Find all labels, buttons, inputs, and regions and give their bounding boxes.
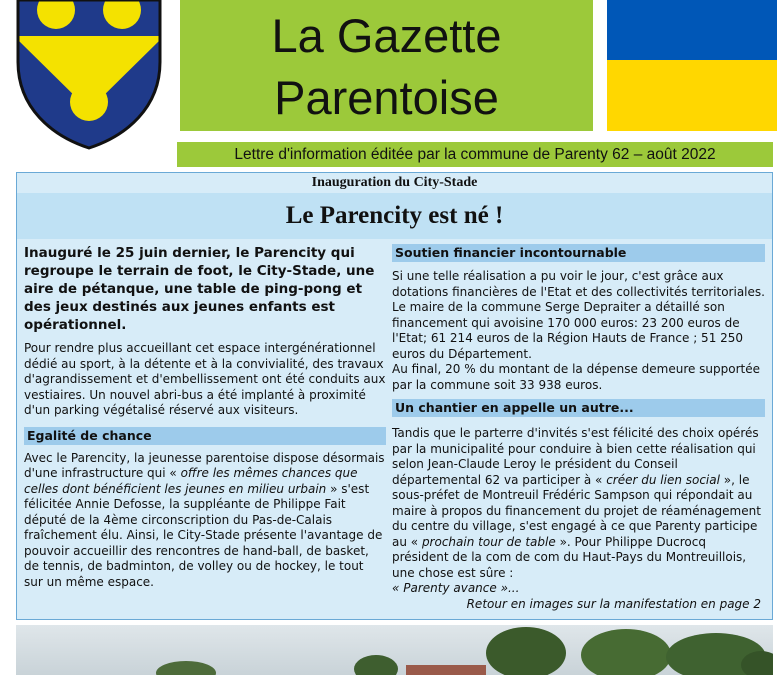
- text-run: Tandis que le parterre d'invités s'est félicité des choix opérés par la municipalité pour conduire à bien cette réalisation qui selon Jean-Claude Leroy le président du Conseil départemental 62 va participer à «: [392, 426, 759, 487]
- article-paragraph: Pour rendre plus accueillant cet espace intergénérationnel dédié au sport, à la détente et à la convivialité, des travaux d'agrandissement et d'embellissement ont été conduits aux vestiaires. Un nouvel abri-bus a été implanté à proximité d'un parking végétalisé réservé aux visiteurs.: [24, 341, 386, 417]
- text-run: », le sous-préfet de Montreuil Frédéric Sampson qui répondait au maire à propos du financement du projet de réaménagement du centre du village, s'est engagé à ce que Parenty participe au «: [392, 472, 761, 549]
- text-run: ». Pour Philippe Ducrocq président de la com de com du Haut-Pays du Montreuillois, une chose est sûre :: [392, 534, 747, 580]
- commune-crest-icon: [14, 0, 164, 150]
- quote-run: Parenty avance: [403, 581, 497, 595]
- article-paragraph: Si une telle réalisation a pu voir le jour, c'est grâce aux dotations financières de l'Etat et des collectivités territoriales. Le maire de la commune Serge Depraiter a détaillé son financement qui avoisine 170 000 euros: 23 200 euros de l'Etat; 61 214 euros de la Région Hauts de France ; 51 250 euros du Département.: [392, 269, 765, 361]
- newsletter-subtitle: Lettre d'information éditée par la commune de Parenty 62 – août 2022: [177, 142, 773, 167]
- right-column: [392, 244, 765, 612]
- quote-run: offre les mêmes chances que celles dont bénéficient les jeunes en milieu urbain: [24, 466, 358, 496]
- quote-run: prochain tour de table: [421, 534, 556, 549]
- text-run: «: [392, 581, 404, 595]
- article-paragraph: Au final, 20 % du montant de la dépense demeure supportée par la commune soit 33 938 euros.: [392, 362, 761, 392]
- newsletter-title-block: [180, 0, 593, 131]
- quote-run: créer du lien social: [606, 472, 720, 487]
- section-title-egalite: Egalité de chance: [24, 427, 386, 445]
- title-line-2: Parentoise: [274, 71, 499, 124]
- section-title-soutien: Soutien financier incontournable: [392, 244, 765, 262]
- ukraine-flag-icon: [607, 0, 777, 131]
- text-run: » s'est félicitée Annie Defosse, la suppléante de Philippe Fait député de la 4ème circonscription du Pas-de-Calais fraîchement élu. Ainsi, le City-Stade présente l'avantage de pouvoir accueillir des rencontres de hand-ball, de basket, de tennis, de badminton, de volley ou de hockey, le tout sur un même espace.: [24, 481, 383, 589]
- text-run: »...: [496, 581, 520, 595]
- city-stade-photo: [16, 625, 773, 675]
- page-reference-note: Retour en images sur la manifestation en page 2: [466, 596, 761, 611]
- article-lead: Inauguré le 25 juin dernier, le Parencity qui regroupe le terrain de foot, le City-Stade, une aire de pétanque, une table de ping-pong et des jeux destinés aux jeunes enfants est opérationnel.: [24, 245, 375, 333]
- title-line-1: La Gazette: [271, 9, 502, 62]
- article-kicker: Inauguration du City-Stade: [311, 175, 478, 190]
- article-paragraph: [24, 451, 386, 591]
- left-column: [24, 244, 386, 590]
- article-headline: Le Parencity est né !: [285, 202, 504, 229]
- text-run: Avec le Parencity, la jeunesse parentoise dispose désormais d'une infrastructure qui «: [24, 450, 385, 480]
- section-title-chantier: Un chantier en appelle un autre...: [392, 399, 765, 417]
- article-paragraph: [392, 426, 765, 597]
